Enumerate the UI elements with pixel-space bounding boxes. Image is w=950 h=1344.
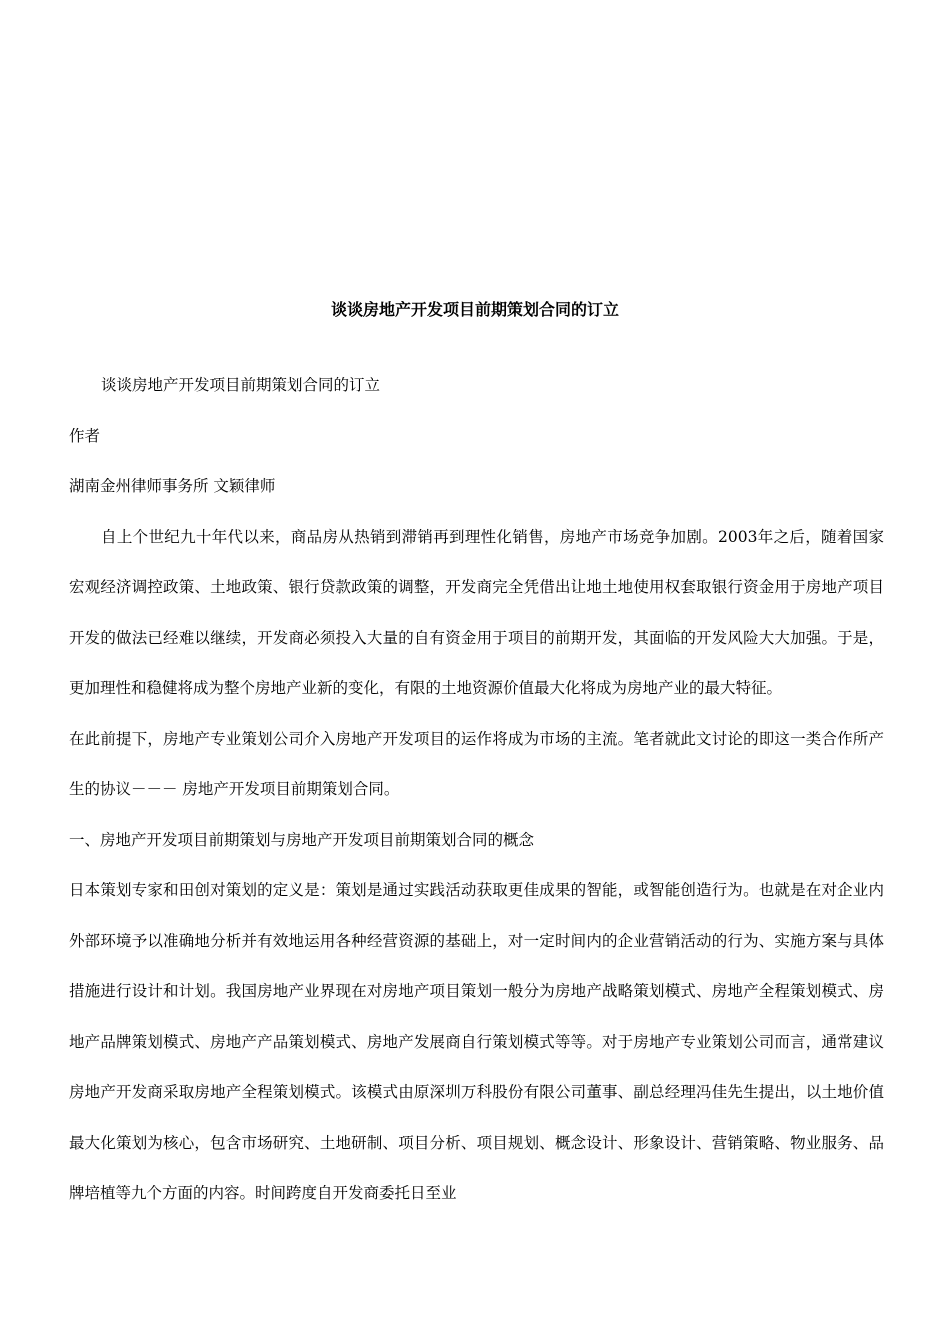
definition-paragraph: 日本策划专家和田创对策划的定义是：策划是通过实践活动获取更佳成果的智能，或智能创造行为。也就是在对企业内外部环境予以准确地分析并有效地运用各种经营资源的基础上，对一定时间内的企业营销活动的行为、实施方案与具体措施进行设计和计划。我国房地产业界现在对房地产项目策划一般分为房地产战略策划模式、房地产全程策划模式、房地产品牌策划模式、房地产产品策划模式、房地产发展商自行策划模式等等。对于房地产专业策划公司而言，通常建议房地产开发商采取房地产全程策划模式。该模式由原深圳万科股份有限公司董事、副总经理冯佳先生提出，以土地价值最大化策划为核心，包含市场研究、土地研制、项目分析、项目规划、概念设计、形象设计、营销策略、物业服务、品牌培植等九个方面的内容。时间跨度自开发商委托日至业 xyxy=(69,881,884,1202)
document-title: 谈谈房地产开发项目前期策划合同的订立 xyxy=(330,300,619,319)
author-affiliation: 湖南金州律师事务所 文颖律师 xyxy=(69,477,276,495)
author-label: 作者 xyxy=(69,426,101,445)
intro-paragraph: 自上个世纪九十年代以来，商品房从热销到滞销再到理性化销售，房地产市场竞争加剧。2003年之后，随着国家宏观经济调控政策、土地政策、银行贷款政策的调整，开发商完全凭借出让地土地使用权套取银行资金用于房地产项目开发的做法已经难以继续，开发商必须投入大量的自有资金用于项目的前期开发，其面临的开发风险大大加强。于是，更加理性和稳健将成为整个房地产业新的变化，有限的土地资源价值最大化将成为房地产业的最大特征。 xyxy=(69,527,884,697)
section-heading-1: 一、房地产开发项目前期策划与房地产开发项目前期策划合同的概念 xyxy=(69,830,535,849)
subtitle-paragraph: 谈谈房地产开发项目前期策划合同的订立 xyxy=(101,376,381,394)
premise-paragraph: 在此前提下，房地产专业策划公司介入房地产开发项目的运作将成为市场的主流。笔者就此文讨论的即这一类合作所产生的协议－－－ 房地产开发项目前期策划合同。 xyxy=(69,729,884,798)
document-body xyxy=(69,360,884,1219)
